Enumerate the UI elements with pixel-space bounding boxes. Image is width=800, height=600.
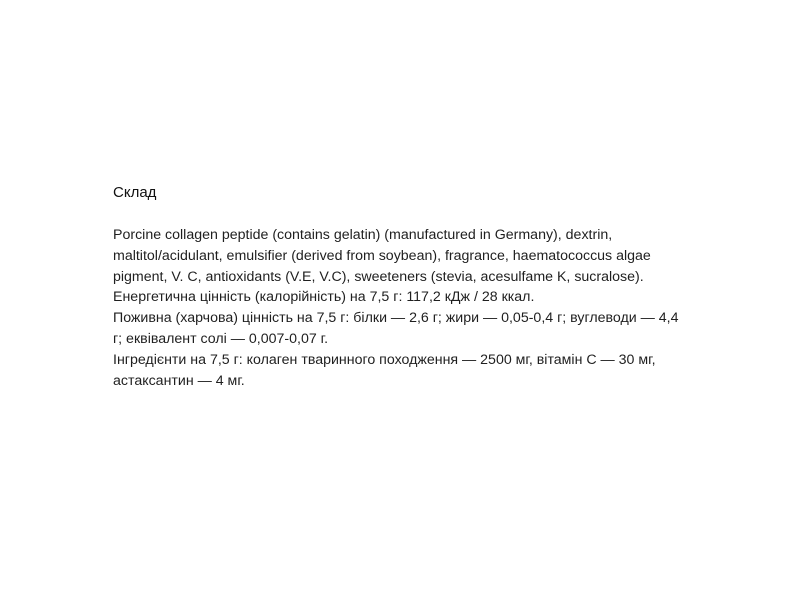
- energy-value-paragraph: Енергетична цінність (калорійність) на 7,5 г: 117,2 кДж / 28 ккал.: [113, 289, 535, 306]
- section-title: Склад: [113, 184, 157, 201]
- composition-section: [113, 183, 688, 391]
- composition-text: [113, 225, 688, 391]
- active-ingredients-paragraph: Інгредієнти на 7,5 г: колаген тваринного походження — 2500 мг, вітамін С — 30 мг, астаксантин — 4 мг.: [113, 351, 656, 389]
- nutrition-value-paragraph: Поживна (харчова) цінність на 7,5 г: білки — 2,6 г; жири — 0,05-0,4 г; вуглеводи — 4,4 г; еквівалент солі — 0,007-0,07 г.: [113, 310, 679, 347]
- ingredients-paragraph: Porcine collagen peptide (contains gelatin) (manufactured in Germany), dextrin, maltitol/acidulant, emulsifier (derived from soybean), fragrance, haematococcus algae pigment, V. C, antioxidants (V.E, V.C), sweeteners (stevia, acesulfame K, sucralose).: [113, 227, 651, 285]
